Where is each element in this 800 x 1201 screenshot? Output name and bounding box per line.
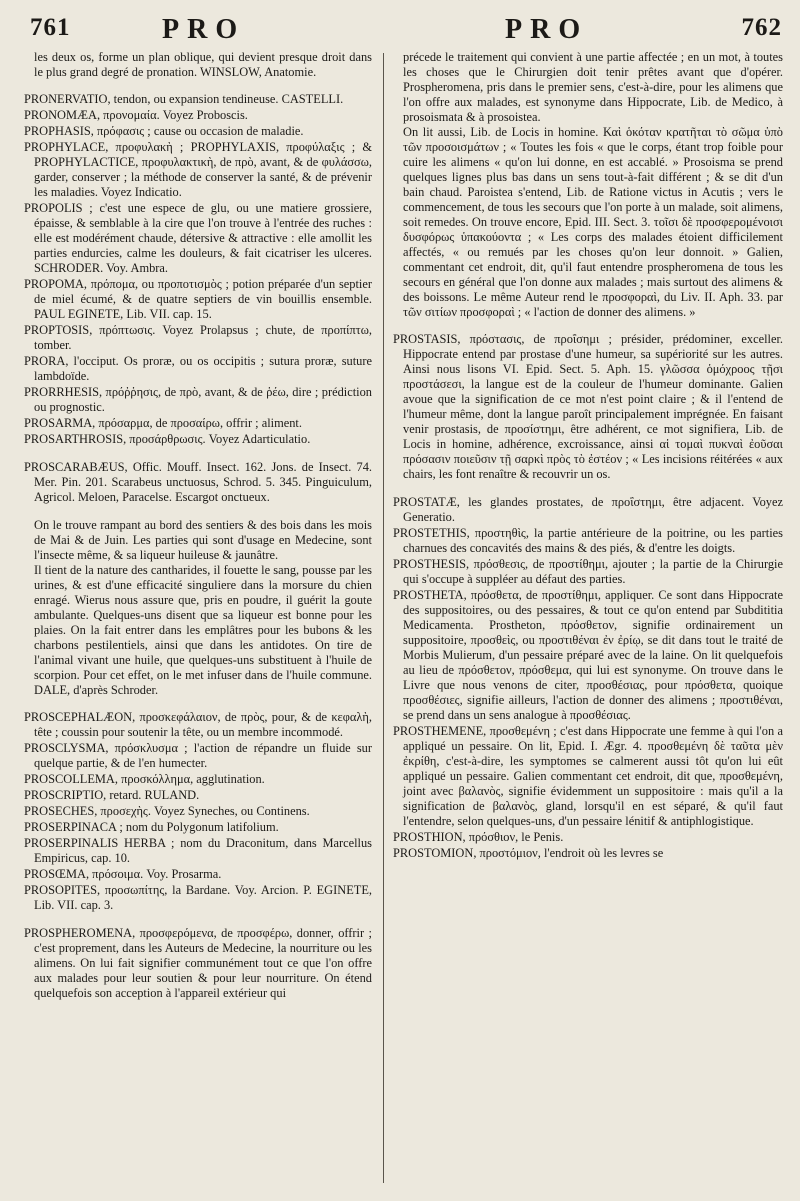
dictionary-entry: PROPTOSIS, πρόπτωσις. Voyez Prolapsus ; chute, de προπίπτω, tomber. [24, 323, 372, 352]
spacer [24, 914, 372, 926]
dictionary-entry: PRORA, l'occiput. Os proræ, ou os occipitis ; sutura proræ, suture lambdoïde. [24, 354, 372, 383]
dictionary-entry: PROPHYLACE, προφυλακὴ ; PROPHYLAXIS, προφύλαξις ; & PROPHYLACTICE, προφυλακτικὴ, de πρὸ, avant, & de φυλάσσω, garder, conserver ; la méthode de conserver la santé, & de prévenir les maladies. Voyez Indicatio. [24, 140, 372, 199]
dictionary-entry: PROSŒMA, πρόσοιμα. Voy. Prosarma. [24, 867, 222, 881]
dictionary-entry: PROSTATÆ, les glandes prostates, de προΐστημι, être adjacent. Voyez Generatio. [393, 495, 783, 524]
spacer [24, 448, 372, 460]
right-running-headword: PRO [505, 14, 589, 45]
dictionary-entry: PRONERVATIO, tendon, ou expansion tendineuse. CASTELLI. [24, 92, 344, 106]
dictionary-entry: PROSTHESIS, πρόσθεσις, de προστίθημι, ajouter ; la partie de la Chirurgie qui s'occupe à suppléer au défaut des parties. [393, 557, 783, 586]
dictionary-entry: PROPOMA, πρόπομα, ou προποτισμὸς ; potion préparée d'un septier de miel écumé, & de quatre septiers de vin bouillis ensemble. PAUL EGINETE, Lib. VII. cap. 15. [24, 277, 372, 321]
paragraph: précede le traitement qui convient à une partie affectée ; en un mot, à toutes les choses que le Chirurgien doit tenir prêtes avant que d'opérer. Prospheromena, pris dans le premier sens, c'est-à-dire, pour les alimens que l'on offre aux malades, est synonyme dans Hippocrate, Lib. de Medico, à prosoismata & à prosoistea. [403, 50, 783, 124]
dictionary-entry: PROSARMA, πρόσαρμα, de προσαίρω, offrir ; aliment. [24, 416, 302, 430]
dictionary-entry: PROSCLYSMA, πρόσκλυσμα ; l'action de répandre un fluide sur quelque partie, & de l'en humecter. [24, 741, 372, 770]
dictionary-entry: PRORRHESIS, πρόῤῥησις, de πρὸ, avant, & de ῥέω, dire ; prédiction ou prognostic. [24, 385, 372, 414]
right-column [393, 50, 783, 1192]
dictionary-entry: PROSARTHROSIS, προσάρθρωσις. Voyez Adarticulatio. [24, 432, 311, 446]
dictionary-entry: PROSCOLLEMA, προσκόλλημα, agglutination. [24, 772, 265, 786]
dictionary-entry: PROSTHION, πρόσθιον, le Penis. [393, 830, 564, 844]
paragraph: Il tient de la nature des cantharides, il fouette le sang, pousse par les urines, & est d'une efficacité singuliere dans la morsure du chien enragé. Wierus nous assure que, pris en poudre, il guérit la goute ambulante. Quelques-uns disent que sa liqueur est bonne pour les plaies. On la fait entrer dans les emplâtres pour les bubons & les charbons pestilentiels, ainsi que dans les antidotes. On tire de l'animal vivant une huile, que quelques-uns substituent à l'huile de scorpion. Pour cet effet, on le met infuser dans de l'huile commune. DALE, d'après Schroder. [34, 563, 372, 697]
dictionary-entry: PROSTETHIS, προστηθὶς, la partie antérieure de la poitrine, ou les parties charnues des concavités des mains & des piés, & d'entre les doigts. [393, 526, 783, 555]
left-column [24, 50, 372, 1192]
dictionary-entry: PROSERPINACA ; nom du Polygonum latifolium. [24, 820, 279, 834]
spacer [24, 506, 372, 518]
dictionary-entry: PROSERPINALIS HERBA ; nom du Draconitum, dans Marcellus Empiricus, cap. 10. [24, 836, 372, 865]
running-header [0, 10, 800, 50]
dictionary-entry: PROPHASIS, πρόφασις ; cause ou occasion de maladie. [24, 124, 304, 138]
dictionary-entry: PROSTHEMENE, προσθεμένη ; c'est dans Hippocrate une femme à qui l'on a appliqué un pessaire. On lit, Epid. I. Ægr. 4. προσθεμένη δὲ ταῦτα μὲν ἐκρίθη, c'est-à-dire, les symptomes se calmerent aussi tôt qu'on lui eût appliqué un pessaire. Galien commentant cet endroit, dit que, προσθεμένη, joint avec βαλανὸς, signifie évidemment un suppositoire : mais qu'il a la signification de βαλανὸς, gland, lorsqu'il en est séparé, & qu'il faut l'entendre, selon quelques-uns, d'un pessaire lénitif & antiphlogistique. [393, 724, 783, 828]
right-page-number: 762 [741, 14, 782, 41]
dictionary-entry: PROSTOMION, προστόμιον, l'endroit où les levres se [393, 846, 664, 860]
dictionary-entry: PROSTASIS, πρόστασις, de προΐσημι ; présider, prédominer, exceller. Hippocrate entend par prostase d'une humeur, sa supériorité sur les autres. Ainsi nous lisons VI. Epid. Sect. 5. Aph. 15. γλῶσσα ὁμόχροος τῇσι προστάσεσι, la langue est de la couleur de l'humeur dominante. Galien avoue que la signification de ce mot n'est point claire ; & il l'entend de l'humeur même, dont la langue paroît principalement imprégnée. En faisant venir prostasis, de προσίστημι, être adhérent, ce mot signifiera, Lib. de Locis in homine, adhérence, excroissance, ainsi αἱ τομαὶ πυκναὶ ἐοῦσαι πρόσασιν ποιεῦσιν τῇ σαρκὶ πρὸς τὸ ἐστέον ; « Les incisions réitérées « aux chairs, les font renaître & recouvrir un os. [393, 332, 783, 481]
dictionary-entry: PROSCRIPTIO, retard. RULAND. [24, 788, 200, 802]
left-page-number: 761 [30, 14, 71, 41]
spacer [393, 320, 783, 332]
dictionary-entry: PROSOPITES, προσωπίτης, la Bardane. Voy. Arcion. P. EGINETE, Lib. VII. cap. 3. [24, 883, 372, 912]
spacer [24, 80, 372, 92]
dictionary-entry: PROPOLIS ; c'est une espece de glu, ou une matiere grossiere, épaisse, & semblable à la cire que l'on trouve à l'entrée des ruches : elle est modérément chaude, détersive & attractive : elle amollit les parties endurcies, calme les douleurs, & fait cicatriser les ulceres. SCHRODER. Voy. Ambra. [24, 201, 372, 275]
spacer [393, 483, 783, 495]
paragraph: les deux os, forme un plan oblique, qui devient presque droit dans le plus grand degré de pronation. WINSLOW, Anatomie. [34, 50, 372, 79]
spacer [24, 698, 372, 710]
dictionary-entry: PROSECHES, προσεχὴς. Voyez Syneches, ou Continens. [24, 804, 310, 818]
column-divider [383, 53, 384, 1183]
left-running-headword: PRO [162, 14, 246, 45]
dictionary-entry: PROSCARABÆUS, Offic. Mouff. Insect. 162. Jons. de Insect. 74. Mer. Pin. 201. Scarabeus unctuosus, Schrod. 5. 345. Pinguiculum, Agricol. Meloen, Paracelse. Escargot onctueux. [24, 460, 372, 504]
dictionary-entry: PROSPHEROMENA, προσφερόμενα, de προσφέρω, donner, offrir ; c'est proprement, dans les Auteurs de Medecine, la nourriture ou les alimens. On lui fait signifier communément tout ce que l'on offre aux malades pour leur soutien & pour leur nourriture. On étend quelquefois son acception à l'appareil extérieur qui [24, 926, 372, 1000]
paragraph: On le trouve rampant au bord des sentiers & des bois dans les mois de Mai & de Juin. Les parties qui sont d'usage en Medecine, sont l'insecte même, & sa liqueur huileuse & jaunâtre. [34, 518, 372, 562]
dictionary-entry: PROSCEPHALÆON, προσκεφάλαιον, de πρὸς, pour, & de κεφαλὴ, tête ; coussin pour soutenir la tête, ou un membre incommodé. [24, 710, 372, 739]
dictionary-entry: PRONOMÆA, προνομαία. Voyez Proboscis. [24, 108, 248, 122]
dictionary-entry: PROSTHETA, πρόσθετα, de προστίθημι, appliquer. Ce sont dans Hippocrate des suppositoires, ou des pessaires, & tout ce qu'on entend par Subdititia Medicamenta. Prostheton, πρόσθετον, signifie ordinairement un suppositoire, προσθεὶς, ou προστιθέναι ἐν ἐρίῳ, se dit dans tout le traité de Morbis Mulierum, d'un pessaire préparé avec de la laine. On lit quelquefois au lieu de πρόσθετον, πρόσθεμα, qui lui est synonyme. On trouve dans le Livre que nous venons de citer, προσθέσιας, pour πρόσθετα, quoique προσθέσιες, signifie ailleurs, l'action de donner des alimens ; προστιθέναι, se prend dans un sens analogue à προσθέσιας. [393, 588, 783, 722]
paragraph: On lit aussi, Lib. de Locis in homine. Καὶ ὁκόταν κρατῆται τὸ σῶμα ὑπὸ τῶν προσοισμάτων ; « Toutes les fois « que le corps, étant trop foible pour cuire les alimens « qu'on lui donne, en est accablé. » Prosoisma se prend quelques lignes plus bas dans un sens tout-à-fait différent ; & se dit d'un bain chaud. Paroistea s'entend, Lib. de Ratione victus in Acutis ; vers le commencement, de tous les secours que l'on porte à un malade, soit alimens, soit remedes. On trouve encore, Epid. III. Sect. 3. τοῖσι δὲ προσφερομένοισι δυσφόρως ὑπακούοντα ; « Les corps des malades étoient difficilement affectés, « ou remués par les choses qu'on leur donnoit. » Galien, commentant cet endroit, dit, qu'il faut entendre prospheromena de tous les secours en général que l'on donne aux malades ; mais surtout des alimens & des boissons. Le même Auteur rend le προσφοραὶ, du Liv. II. Aph. 33. par τῶν σιτίων προσφοραὶ ; « l'action de donner des alimens. » [403, 125, 783, 319]
